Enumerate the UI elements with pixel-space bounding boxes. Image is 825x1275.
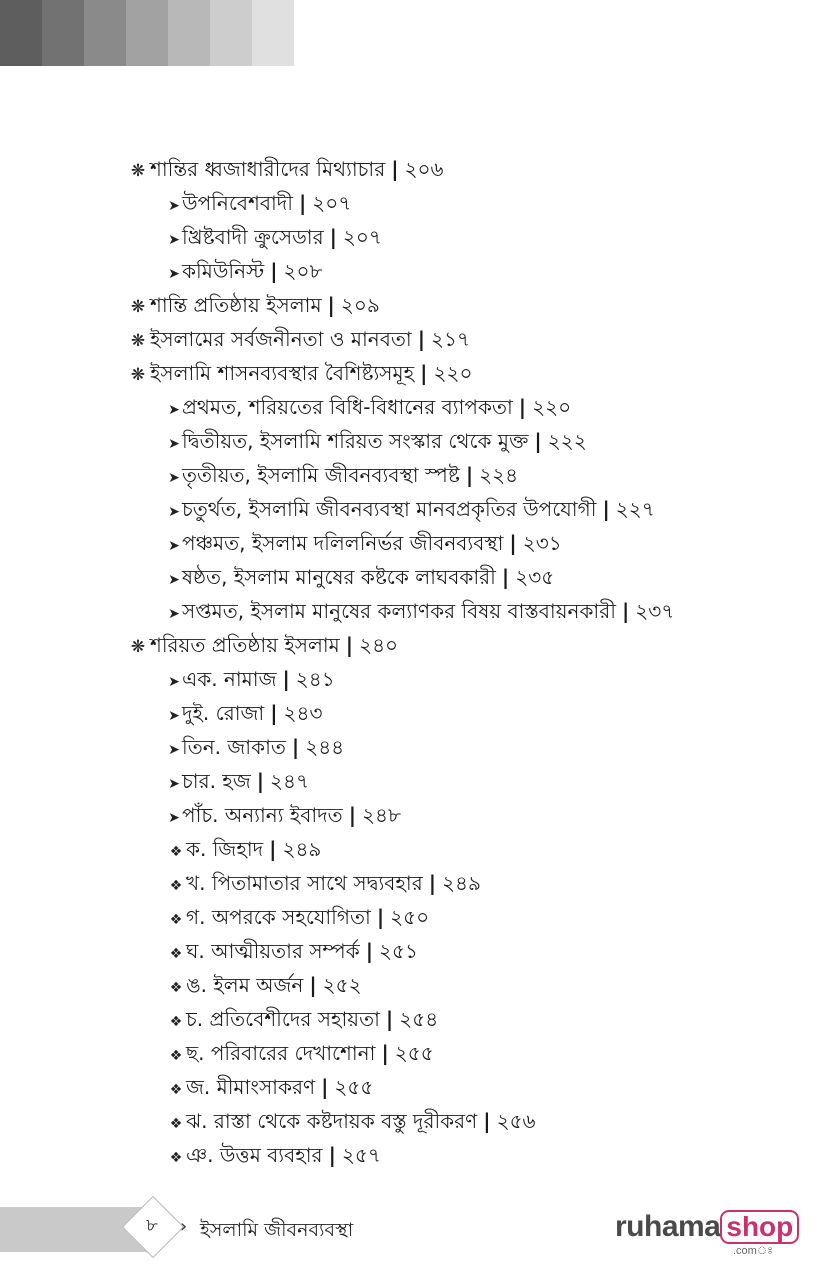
toc-entry-title: কমিউনিস্ট: [182, 259, 265, 283]
logo-suffix-text: .comঃ: [733, 1245, 774, 1257]
arrowhead-icon: ➤: [168, 606, 180, 622]
toc-entry-page: ২২৭: [615, 497, 655, 521]
toc-entry-title: শান্তি প্রতিষ্ঠায় ইসলাম: [150, 293, 322, 317]
asterisk-flower-icon: ❋: [130, 161, 146, 181]
toc-entry: [128, 628, 808, 662]
toc-entry-title: চতুর্থত, ইসলামি জীবনব্যবস্থা মানবপ্রকৃতির উপযোগী: [182, 497, 597, 521]
toc-separator: |: [329, 225, 337, 249]
toc-entry: [128, 798, 808, 832]
toc-entry-page: ২২০: [532, 395, 572, 419]
toc-entry-page: ২৪৯: [442, 871, 481, 895]
toc-entry-page: ২০৮: [283, 259, 323, 283]
toc-separator: |: [602, 497, 610, 521]
toc-entry: [128, 1138, 808, 1172]
asterisk-flower-icon: ❋: [130, 331, 146, 351]
toc-entry: [128, 1036, 808, 1070]
diamond-bullet-icon: ❖: [169, 980, 183, 996]
toc-separator: |: [417, 327, 425, 351]
toc-separator: |: [348, 803, 356, 827]
asterisk-flower-icon: ❋: [130, 297, 146, 317]
toc-entry-title: শান্তির ধ্বজাধারীদের মিথ্যাচার: [150, 157, 386, 181]
logo-main-text: ruhama: [615, 1210, 721, 1243]
toc-entry-page: ২৩১: [522, 531, 562, 555]
toc-separator: |: [391, 157, 399, 181]
toc-separator: |: [365, 939, 374, 963]
toc-entry-title: ক. জিহাদ: [186, 837, 264, 861]
arrowhead-icon: ➤: [168, 538, 180, 554]
toc-entry: [128, 730, 808, 764]
header-bar: [168, 0, 210, 66]
toc-entry: [128, 866, 808, 900]
header-bar: [42, 0, 84, 66]
header-bar: [84, 0, 126, 66]
toc-entry-title: এক. নামাজ: [182, 667, 277, 691]
toc-entry: [128, 458, 808, 492]
toc-entry-title: পাঁচ. অন্যান্য ইবাদত: [182, 803, 343, 827]
toc-separator: |: [621, 599, 630, 623]
ruhamashop-logo: [615, 1210, 799, 1257]
toc-entry: [128, 356, 808, 390]
toc-separator: |: [385, 1007, 394, 1031]
toc-entry: [128, 934, 808, 968]
toc-entry: [128, 1070, 808, 1104]
toc-entry-page: ২৩৭: [635, 599, 675, 623]
toc-entry-title: তৃতীয়ত, ইসলামি জীবনব্যবস্থা স্পষ্ট: [182, 463, 460, 487]
diamond-bullet-icon: ❖: [169, 878, 183, 894]
toc-entry: [128, 832, 808, 866]
page-number: ৮: [146, 1215, 158, 1236]
logo-shop-text: shop: [720, 1210, 799, 1244]
toc-entry-title: খ. পিতামাতার সাথে সদ্ব্যবহার: [186, 871, 423, 895]
toc-entry-title: দ্বিতীয়ত, ইসলামি শরিয়ত সংস্কার থেকে মুক্ত: [182, 429, 529, 453]
toc-separator: |: [465, 463, 474, 487]
arrowhead-icon: ➤: [168, 470, 180, 486]
toc-entry-page: ২৫৫: [394, 1041, 434, 1065]
toc-entry: [128, 662, 808, 696]
toc-entry-page: ২২০: [433, 361, 473, 385]
toc-separator: |: [518, 395, 527, 419]
arrowhead-icon: ➤: [168, 436, 180, 452]
toc-entry: [128, 900, 808, 934]
toc-entry-page: ২৫৫: [334, 1075, 374, 1099]
toc-separator: |: [381, 1041, 389, 1065]
arrowhead-icon: ➤: [168, 742, 180, 758]
toc-entry-title: ঙ. ইলম অর্জন: [186, 973, 304, 997]
toc-entry: [128, 526, 808, 560]
toc-entry-page: ২০৬: [404, 157, 444, 181]
toc-entry: [128, 1104, 808, 1138]
toc-entry-page: ২৪৯: [282, 837, 322, 861]
toc-entry-title: ঝ. রাস্তা থেকে কষ্টদায়ক বস্তু দূরীকরণ: [186, 1109, 478, 1133]
toc-separator: |: [256, 769, 265, 793]
toc-entry-page: ২৪৪: [305, 735, 345, 759]
asterisk-flower-icon: ❋: [130, 365, 146, 385]
diamond-bullet-icon: ❖: [169, 1116, 183, 1132]
toc-entry-page: ২৪৩: [283, 701, 323, 725]
toc-separator: |: [509, 531, 517, 555]
toc-entry-page: ২৫১: [379, 939, 418, 963]
toc-entry-title: চ. প্রতিবেশীদের সহায়তা: [186, 1007, 380, 1031]
toc-entry-title: প্রথমত, শরিয়তের বিধি-বিধানের ব্যাপকতা: [182, 395, 513, 419]
arrowhead-icon: ➤: [168, 572, 180, 588]
toc-separator: |: [501, 565, 510, 589]
toc-entry-page: ২৫২: [322, 973, 362, 997]
arrowhead-icon: ➤: [168, 402, 180, 418]
toc-separator: |: [483, 1109, 491, 1133]
toc-entry-page: ২৪১: [295, 667, 335, 691]
arrowhead-icon: ➤: [168, 266, 180, 282]
toc-entry: [128, 186, 808, 220]
toc-entry-page: ২২৪: [479, 463, 519, 487]
toc-entry: [128, 220, 808, 254]
toc-separator: |: [420, 361, 428, 385]
toc-entry-title: ষষ্ঠত, ইসলাম মানুষের কষ্টকে লাঘবকারী: [182, 565, 496, 589]
diamond-bullet-icon: ❖: [169, 844, 183, 860]
arrowhead-icon: ➤: [168, 708, 180, 724]
toc-entry: [128, 1002, 808, 1036]
arrowhead-icon: ➤: [168, 504, 180, 520]
toc-separator: |: [270, 259, 278, 283]
asterisk-flower-icon: ❋: [130, 637, 146, 657]
toc-separator: |: [345, 633, 354, 657]
header-bar: [126, 0, 168, 66]
toc-entry-page: ২০৭: [312, 191, 352, 215]
toc-separator: |: [269, 837, 277, 861]
header-bar: [210, 0, 252, 66]
toc-entry-title: ঘ. আত্মীয়তার সম্পর্ক: [186, 939, 360, 963]
diamond-bullet-icon: ❖: [169, 1082, 183, 1098]
toc-separator: |: [328, 1143, 336, 1167]
toc-entry-title: গ. অপরকে সহযোগিতা: [186, 905, 371, 929]
toc-entry-page: ২৫০: [390, 905, 430, 929]
toc-entry-title: চার. হজ: [182, 769, 251, 793]
diamond-bullet-icon: ❖: [169, 946, 183, 962]
toc-entry-page: ২৫৭: [341, 1143, 381, 1167]
toc-entry: [128, 968, 808, 1002]
toc-entry-title: তিন. জাকাত: [182, 735, 286, 759]
toc-entry: [128, 560, 808, 594]
toc-entry-title: ঞ. উত্তম ব্যবহার: [186, 1143, 323, 1167]
toc-entry-page: ২৩৫: [515, 565, 555, 589]
toc-entry-page: ২২২: [547, 429, 587, 453]
toc-entry-title: দুই. রোজা: [182, 701, 265, 725]
toc-entry-page: ২৫৪: [399, 1007, 439, 1031]
toc-entry: [128, 764, 808, 798]
arrowhead-icon: ➤: [168, 198, 180, 214]
toc-entry-title: ইসলামি শাসনব্যবস্থার বৈশিষ্ট্যসমূহ: [150, 361, 415, 385]
toc-separator: |: [291, 735, 300, 759]
arrowhead-icon: ➤: [168, 674, 180, 690]
arrowhead-icon: ➤: [168, 232, 180, 248]
toc-entry: [128, 390, 808, 424]
toc-separator: |: [327, 293, 335, 317]
toc-entry: [128, 288, 808, 322]
toc-separator: |: [298, 191, 307, 215]
diamond-bullet-icon: ❖: [169, 1014, 183, 1030]
toc-entry-page: ২৫৬: [496, 1109, 536, 1133]
arrowhead-icon: ➤: [168, 776, 180, 792]
toc-entry-page: ২৪৮: [362, 803, 401, 827]
table-of-contents: [128, 152, 808, 1172]
toc-entry-page: ২৪০: [359, 633, 399, 657]
toc-separator: |: [282, 667, 290, 691]
toc-entry-title: সপ্তমত, ইসলাম মানুষের কল্যাণকর বিষয় বাস্তবায়নকারী: [182, 599, 616, 623]
toc-entry: [128, 254, 808, 288]
toc-entry: [128, 152, 808, 186]
diamond-bullet-icon: ❖: [169, 912, 183, 928]
toc-entry: [128, 696, 808, 730]
toc-separator: |: [428, 871, 437, 895]
toc-separator: |: [270, 701, 278, 725]
footer-book-title: ইসলামি জীবনব্যবস্থা: [200, 1219, 354, 1241]
toc-separator: |: [321, 1075, 329, 1099]
toc-entry: [128, 594, 808, 628]
toc-entry-title: পঞ্চমত, ইসলাম দলিলনির্ভর জীবনব্যবস্থা: [182, 531, 504, 555]
arrowhead-icon: ➤: [168, 810, 180, 826]
chevron-right-icon: ›: [180, 1216, 188, 1237]
toc-separator: |: [309, 973, 317, 997]
toc-entry-title: ইসলামের সর্বজনীনতা ও মানবতা: [150, 327, 412, 351]
diamond-bullet-icon: ❖: [169, 1150, 183, 1166]
diamond-bullet-icon: ❖: [169, 1048, 183, 1064]
toc-separator: |: [534, 429, 542, 453]
toc-entry-title: শরিয়ত প্রতিষ্ঠায় ইসলাম: [150, 633, 340, 657]
header-grayscale-bars: [0, 0, 294, 66]
toc-entry-title: ছ. পরিবারের দেখাশোনা: [186, 1041, 376, 1065]
toc-separator: |: [376, 905, 385, 929]
header-bar: [0, 0, 42, 66]
toc-entry-page: ২১৭: [431, 327, 470, 351]
toc-entry-title: জ. মীমাংসাকরণ: [186, 1075, 316, 1099]
toc-entry-page: ২০৭: [342, 225, 382, 249]
toc-entry-page: ২৪৭: [270, 769, 310, 793]
toc-entry-title: উপনিবেশবাদী: [182, 191, 293, 215]
toc-entry: [128, 322, 808, 356]
toc-entry-title: খ্রিষ্টবাদী ক্রুসেডার: [182, 225, 324, 249]
toc-entry-page: ২০৯: [340, 293, 380, 317]
header-bar: [252, 0, 294, 66]
toc-entry: [128, 424, 808, 458]
toc-entry: [128, 492, 808, 526]
